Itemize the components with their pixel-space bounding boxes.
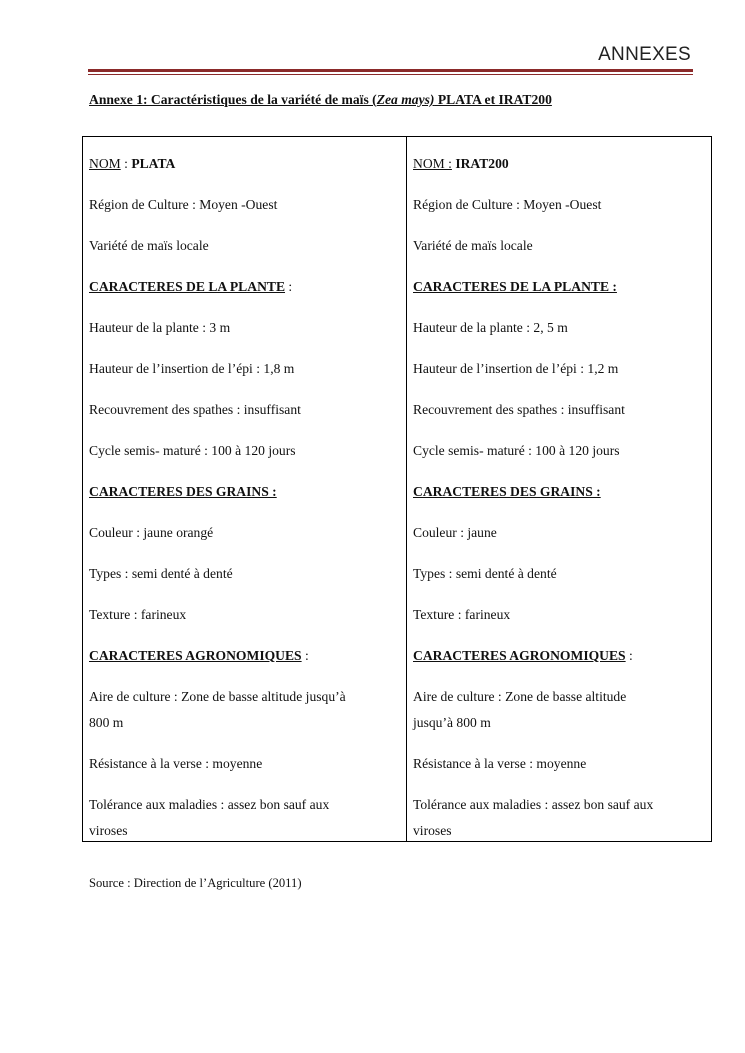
column-plata bbox=[83, 137, 406, 841]
agro-heading: CARACTERES AGRONOMIQUES bbox=[89, 648, 302, 663]
area-line-2: 800 m bbox=[89, 715, 124, 730]
agro-heading: CARACTERES AGRONOMIQUES bbox=[413, 648, 626, 663]
annex-title-prefix: Annexe 1: Caractéristiques de la variété de maïs ( bbox=[89, 92, 377, 107]
cell-texture: Texture : farineux bbox=[413, 607, 511, 622]
disease-line-2: viroses bbox=[413, 823, 452, 838]
source-note: Source : Direction de l’Agriculture (2011) bbox=[89, 876, 302, 890]
cell-variety: Variété de maïs locale bbox=[413, 238, 533, 253]
cell-ear-height: Hauteur de l’insertion de l’épi : 1,2 m bbox=[413, 361, 619, 376]
cell-variety: Variété de maïs locale bbox=[89, 238, 209, 253]
characteristics-table bbox=[82, 136, 712, 842]
cell-agro-heading bbox=[413, 643, 703, 669]
plant-heading-tail: : bbox=[285, 279, 293, 294]
cell-agro-heading bbox=[89, 643, 398, 669]
cell-region: Région de Culture : Moyen -Ouest bbox=[413, 197, 602, 212]
cell-height: Hauteur de la plante : 2, 5 m bbox=[413, 320, 568, 335]
area-line-1: Aire de culture : Zone de basse altitude bbox=[413, 689, 627, 704]
page-header-title: ANNEXES bbox=[598, 44, 691, 65]
area-line-1: Aire de culture : Zone de basse altitude jusqu’à bbox=[89, 689, 346, 704]
agro-heading-tail: : bbox=[301, 648, 309, 663]
column-irat200 bbox=[406, 137, 711, 841]
plant-heading: CARACTERES DE LA PLANTE bbox=[89, 279, 286, 294]
cell-name bbox=[89, 151, 398, 177]
name-value: PLATA bbox=[131, 156, 176, 171]
cell-lodging: Résistance à la verse : moyenne bbox=[413, 756, 587, 771]
cell-grain-heading bbox=[413, 479, 703, 505]
agro-heading-tail: : bbox=[625, 648, 633, 663]
cell-cycle: Cycle semis- maturé : 100 à 120 jours bbox=[413, 443, 620, 458]
cell-color: Couleur : jaune orangé bbox=[89, 525, 214, 540]
grain-heading: CARACTERES DES GRAINS : bbox=[413, 484, 601, 499]
annex-title bbox=[89, 92, 552, 108]
cell-lodging: Résistance à la verse : moyenne bbox=[89, 756, 263, 771]
cell-plant-heading bbox=[89, 274, 398, 300]
name-separator: : bbox=[120, 156, 132, 171]
cell-region: Région de Culture : Moyen -Ouest bbox=[89, 197, 278, 212]
plant-heading: CARACTERES DE LA PLANTE : bbox=[413, 279, 617, 294]
grain-heading: CARACTERES DES GRAINS : bbox=[89, 484, 277, 499]
disease-line-1: Tolérance aux maladies : assez bon sauf aux bbox=[89, 797, 330, 812]
disease-line-2: viroses bbox=[89, 823, 128, 838]
annex-title-species: Zea mays) bbox=[376, 92, 435, 107]
cell-disease bbox=[413, 792, 703, 844]
cell-plant-heading bbox=[413, 274, 703, 300]
header-rule-thick bbox=[88, 69, 693, 72]
name-value: IRAT200 bbox=[455, 156, 509, 171]
cell-ear-height: Hauteur de l’insertion de l’épi : 1,8 m bbox=[89, 361, 295, 376]
cell-color: Couleur : jaune bbox=[413, 525, 497, 540]
cell-disease bbox=[89, 792, 398, 844]
annex-title-suffix: PLATA et IRAT200 bbox=[434, 92, 552, 107]
name-label: NOM : bbox=[413, 156, 452, 171]
cell-cycle: Cycle semis- maturé : 100 à 120 jours bbox=[89, 443, 296, 458]
cell-area bbox=[413, 684, 703, 736]
cell-grain-heading bbox=[89, 479, 398, 505]
disease-line-1: Tolérance aux maladies : assez bon sauf aux bbox=[413, 797, 654, 812]
cell-types: Types : semi denté à denté bbox=[89, 566, 233, 581]
header-rule-thin bbox=[88, 74, 693, 75]
cell-area bbox=[89, 684, 398, 736]
cell-texture: Texture : farineux bbox=[89, 607, 187, 622]
cell-husk: Recouvrement des spathes : insuffisant bbox=[89, 402, 301, 417]
cell-height: Hauteur de la plante : 3 m bbox=[89, 320, 231, 335]
area-line-2: jusqu’à 800 m bbox=[413, 715, 491, 730]
cell-name bbox=[413, 151, 703, 177]
name-label: NOM bbox=[89, 156, 121, 171]
cell-husk: Recouvrement des spathes : insuffisant bbox=[413, 402, 625, 417]
cell-types: Types : semi denté à denté bbox=[413, 566, 557, 581]
